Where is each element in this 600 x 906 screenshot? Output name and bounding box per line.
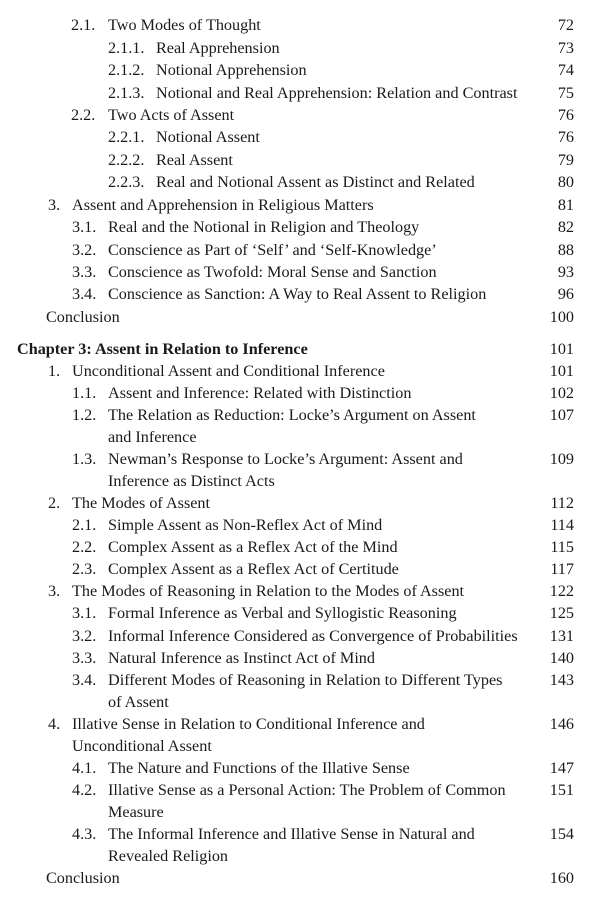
toc-entry-title: Two Modes of Thought xyxy=(108,16,261,34)
toc-entry-number: 3.3. xyxy=(72,649,97,667)
toc-entry-title: Real and the Notional in Religion and Theology xyxy=(108,218,420,236)
toc-entry-page: 160 xyxy=(549,869,574,887)
toc-entry-page: 140 xyxy=(549,649,574,667)
toc-entry-number: 4. xyxy=(48,715,61,733)
toc-entry-title-continued: Inference as Distinct Acts xyxy=(108,472,275,490)
toc-entry-title: Real and Notional Assent as Distinct and Related xyxy=(156,173,475,191)
toc-entry-title: Conscience as Sanction: A Way to Real Assent to Religion xyxy=(108,285,487,303)
toc-entry-page: 147 xyxy=(549,759,574,777)
toc-entry-page: 74 xyxy=(557,61,574,79)
toc-entry-title: Complex Assent as a Reflex Act of the Mind xyxy=(108,538,398,556)
toc-entry-number: 3.1. xyxy=(72,218,97,236)
toc-entry-page: 72 xyxy=(557,16,574,34)
toc-entry-title: Illative Sense in Relation to Conditional Inference and xyxy=(72,715,425,733)
toc-entry-page: 102 xyxy=(549,384,574,402)
toc-entry-page: 115 xyxy=(550,538,574,556)
toc-entry-number: 2.1.3. xyxy=(108,84,145,102)
toc-entry-number: 3. xyxy=(48,582,61,600)
toc-entry-page: 96 xyxy=(557,285,574,303)
toc-entry-number: 4.2. xyxy=(72,781,97,799)
toc-entry-number: 1.2. xyxy=(72,406,97,424)
toc-entry-title: Unconditional Assent and Conditional Inference xyxy=(72,362,385,380)
toc-entry-title: The Nature and Functions of the Illative Sense xyxy=(108,759,410,777)
toc-entry-number: 2.2.3. xyxy=(108,173,145,191)
chapter-title: Chapter 3: Assent in Relation to Inference xyxy=(17,340,308,358)
toc-entry-title: Simple Assent as Non-Reflex Act of Mind xyxy=(108,516,383,534)
toc-entry-page: 79 xyxy=(557,151,574,169)
toc-entry-title: Illative Sense as a Personal Action: The Problem of Common xyxy=(108,781,506,799)
toc-entry-number: 3. xyxy=(48,196,61,214)
toc-entry-title: Complex Assent as a Reflex Act of Certitude xyxy=(108,560,399,578)
toc-entry-title-continued: Unconditional Assent xyxy=(72,737,212,755)
toc-entry-number: 3.2. xyxy=(72,241,97,259)
toc-entry-title: Different Modes of Reasoning in Relation to Different Types xyxy=(108,671,503,689)
toc-entry-number: 1. xyxy=(48,362,61,380)
toc-entry-page: 101 xyxy=(549,362,574,380)
toc-entry-title: Assent and Inference: Related with Distinction xyxy=(108,384,412,402)
toc-entry-number: 4.3. xyxy=(72,825,97,843)
toc-entry-title: Two Acts of Assent xyxy=(108,106,235,124)
toc-entry-title: Formal Inference as Verbal and Syllogistic Reasoning xyxy=(108,604,457,622)
toc-entry-title: Real Assent xyxy=(156,151,233,169)
toc-entry-page: 109 xyxy=(549,450,574,468)
toc-entry-number: 1.1. xyxy=(72,384,97,402)
toc-entry-page: 154 xyxy=(549,825,574,843)
toc-entry-title-continued: Measure xyxy=(108,803,164,821)
toc-entry-page: 73 xyxy=(557,39,574,57)
toc-entry-number: 2.2. xyxy=(71,106,96,124)
toc-entry-page: 93 xyxy=(557,263,574,281)
toc-entry-title: Newman’s Response to Locke’s Argument: Assent and xyxy=(108,450,463,468)
toc-entry-number: 1.3. xyxy=(72,450,97,468)
toc-entry-title-continued: Revealed Religion xyxy=(108,847,229,865)
toc-entry-page: 81 xyxy=(557,196,574,214)
toc-entry-number: 2.1.1. xyxy=(108,39,145,57)
toc-entry-title: Natural Inference as Instinct Act of Mind xyxy=(108,649,375,667)
toc-entry-page: 143 xyxy=(549,671,574,689)
toc-entry-page: 112 xyxy=(550,494,574,512)
toc-entry-title: Notional Apprehension xyxy=(156,61,307,79)
toc-entry-page: 125 xyxy=(549,604,574,622)
toc-entry-title: Notional and Real Apprehension: Relation and Contrast xyxy=(156,84,518,102)
toc-entry-title: Notional Assent xyxy=(156,128,260,146)
toc-entry-page: 114 xyxy=(550,516,574,534)
toc-entry-number: 2.2.2. xyxy=(108,151,145,169)
toc-entry-title-continued: and Inference xyxy=(108,428,197,446)
toc-entry-number: 3.4. xyxy=(72,285,97,303)
toc-entry-title-continued: of Assent xyxy=(108,693,169,711)
toc-entry-page: 146 xyxy=(549,715,574,733)
toc-entry-title: Conscience as Twofold: Moral Sense and Sanction xyxy=(108,263,437,281)
toc-entry-number: 2.2. xyxy=(72,538,97,556)
toc-entry-title: The Informal Inference and Illative Sense in Natural and xyxy=(108,825,475,843)
toc-entry-page: 117 xyxy=(550,560,574,578)
toc-entry-page: 80 xyxy=(557,173,574,191)
toc-entry-title: The Relation as Reduction: Locke’s Argument on Assent xyxy=(108,406,476,424)
toc-entry-title: Informal Inference Considered as Convergence of Probabilities xyxy=(108,627,518,645)
toc-entry-number: 2.1. xyxy=(72,516,97,534)
toc-entry-number: 3.2. xyxy=(72,627,97,645)
toc-entry-page: 151 xyxy=(549,781,574,799)
toc-entry-title: Conclusion xyxy=(46,308,120,326)
toc-entry-number: 2. xyxy=(48,494,61,512)
toc-entry-number: 2.1.2. xyxy=(108,61,145,79)
toc-entry-page: 107 xyxy=(549,406,574,424)
toc-entry-page: 131 xyxy=(549,627,574,645)
toc-entry-page: 100 xyxy=(549,308,574,326)
toc-entry-page: 76 xyxy=(557,106,574,124)
toc-entry-title: Assent and Apprehension in Religious Matters xyxy=(72,196,374,214)
toc-entry-number: 2.1. xyxy=(71,16,96,34)
toc-entry-page: 88 xyxy=(557,241,574,259)
toc-entry-page: 76 xyxy=(557,128,574,146)
toc-entry-number: 2.2.1. xyxy=(108,128,145,146)
toc-entry-title: Conscience as Part of ‘Self’ and ‘Self-Knowledge’ xyxy=(108,241,437,259)
toc-entry-page: 75 xyxy=(557,84,574,102)
chapter-page: 101 xyxy=(549,340,574,358)
toc-entry-number: 2.3. xyxy=(72,560,97,578)
toc-entry-title: The Modes of Assent xyxy=(72,494,211,512)
toc-entry-number: 4.1. xyxy=(72,759,97,777)
toc-entry-title: Real Apprehension xyxy=(156,39,280,57)
toc-entry-page: 122 xyxy=(549,582,574,600)
toc-entry-title: The Modes of Reasoning in Relation to the Modes of Assent xyxy=(72,582,465,600)
toc-entry-number: 3.1. xyxy=(72,604,97,622)
toc-entry-title: Conclusion xyxy=(46,869,120,887)
toc-entry-page: 82 xyxy=(557,218,574,236)
toc-entry-number: 3.3. xyxy=(72,263,97,281)
toc-entry-number: 3.4. xyxy=(72,671,97,689)
